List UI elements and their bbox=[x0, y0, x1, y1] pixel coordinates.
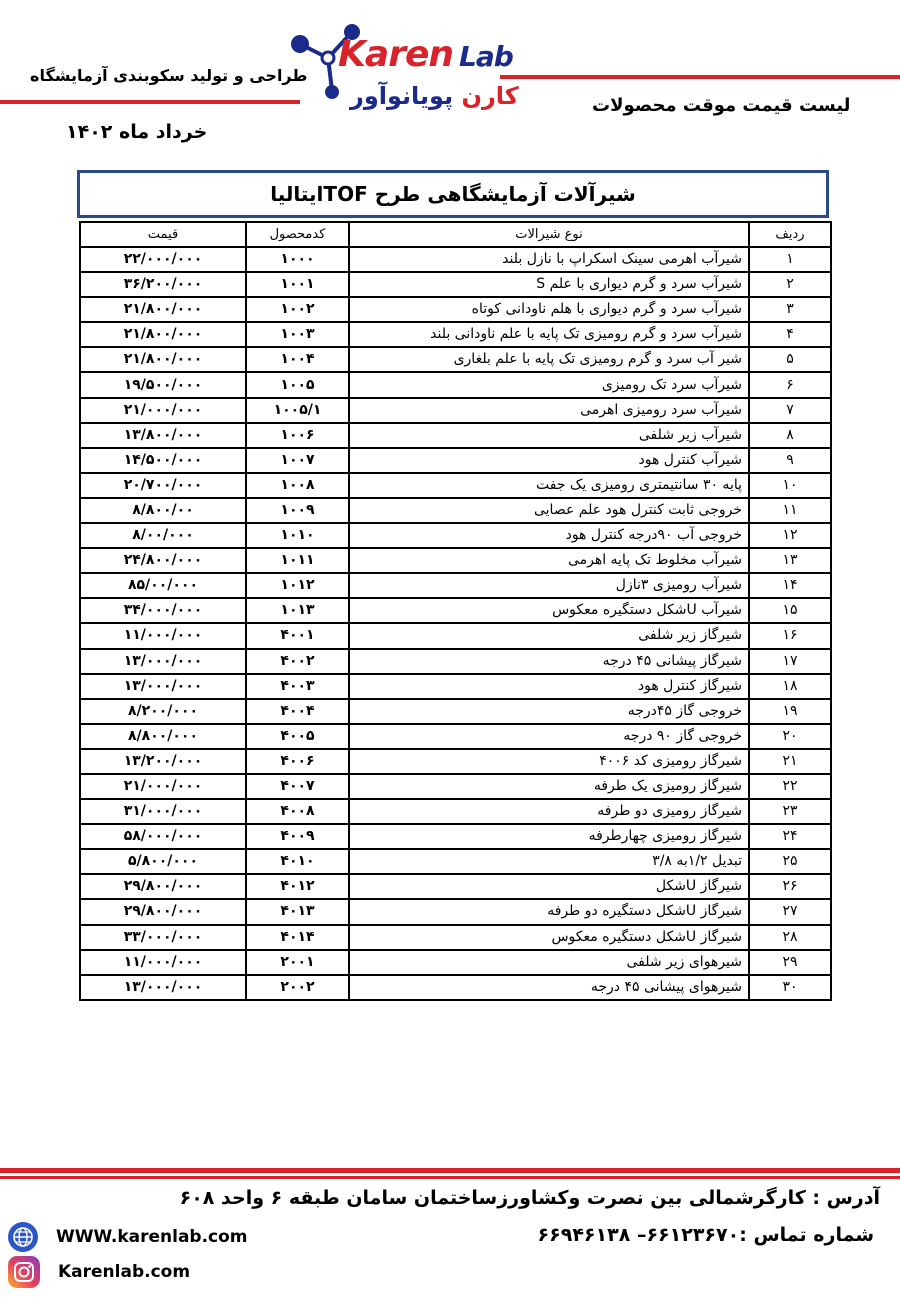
table-row bbox=[80, 724, 831, 749]
footer-red-line bbox=[0, 1168, 900, 1173]
table-title: شیرآلات آزمایشگاهی طرح TOFایتالیا bbox=[77, 170, 829, 218]
website-row[interactable] bbox=[8, 1222, 248, 1252]
cell-row-number: ۱۹ bbox=[749, 699, 831, 724]
cell-price: ۵/۸۰۰/۰۰۰ bbox=[80, 849, 246, 874]
cell-code: ۱۰۰۵ bbox=[246, 372, 349, 397]
col-header-price: قیمت bbox=[80, 222, 246, 247]
cell-row-number: ۹ bbox=[749, 448, 831, 473]
cell-row-number: ۲۴ bbox=[749, 824, 831, 849]
cell-type: شیرهوای پیشانی ۴۵ درجه bbox=[349, 975, 749, 1000]
cell-type: شیرآب کنترل هود bbox=[349, 448, 749, 473]
table-row bbox=[80, 423, 831, 448]
cell-type: شیرگاز Uشکل دستگیره دو طرفه bbox=[349, 899, 749, 924]
cell-type: شیرآب سرد تک رومیزی bbox=[349, 372, 749, 397]
cell-price: ۲۱/۸۰۰/۰۰۰ bbox=[80, 297, 246, 322]
cell-price: ۳۱/۰۰۰/۰۰۰ bbox=[80, 799, 246, 824]
cell-code: ۱۰۰۲ bbox=[246, 297, 349, 322]
cell-row-number: ۱۳ bbox=[749, 548, 831, 573]
cell-code: ۴۰۱۴ bbox=[246, 925, 349, 950]
cell-price: ۲۹/۸۰۰/۰۰۰ bbox=[80, 899, 246, 924]
col-header-type: نوع شیرالات bbox=[349, 222, 749, 247]
cell-code: ۴۰۰۶ bbox=[246, 749, 349, 774]
cell-type: شیرهوای زیر شلفی bbox=[349, 950, 749, 975]
cell-row-number: ۲۲ bbox=[749, 774, 831, 799]
table-row bbox=[80, 598, 831, 623]
price-list-title: لیست قیمت موقت محصولات bbox=[592, 95, 851, 116]
table-row bbox=[80, 649, 831, 674]
cell-type: شیرگاز Uشکل bbox=[349, 874, 749, 899]
cell-price: ۲۱/۰۰۰/۰۰۰ bbox=[80, 398, 246, 423]
cell-code: ۴۰۰۴ bbox=[246, 699, 349, 724]
website-link[interactable]: WWW.karenlab.com bbox=[56, 1227, 248, 1247]
cell-row-number: ۲۳ bbox=[749, 799, 831, 824]
cell-type: خروجی آب ۹۰درجه کنترل هود bbox=[349, 523, 749, 548]
table-row bbox=[80, 975, 831, 1000]
cell-row-number: ۳۰ bbox=[749, 975, 831, 1000]
cell-price: ۳۳/۰۰۰/۰۰۰ bbox=[80, 925, 246, 950]
cell-type: شیرآب سرد و گرم رومیزی تک پایه با علم ناودانی بلند bbox=[349, 322, 749, 347]
cell-type: شیرگاز Uشکل دستگیره معکوس bbox=[349, 925, 749, 950]
cell-type: شیرآب رومیزی ۳نازل bbox=[349, 573, 749, 598]
cell-code: ۴۰۰۷ bbox=[246, 774, 349, 799]
col-header-code: کدمحصول bbox=[246, 222, 349, 247]
cell-price: ۲۰/۷۰۰/۰۰۰ bbox=[80, 473, 246, 498]
cell-row-number: ۲۵ bbox=[749, 849, 831, 874]
table-row bbox=[80, 523, 831, 548]
cell-code: ۴۰۰۵ bbox=[246, 724, 349, 749]
cell-row-number: ۷ bbox=[749, 398, 831, 423]
cell-type: خروجی گاز ۹۰ درجه bbox=[349, 724, 749, 749]
logo-persian-karen: کارن bbox=[461, 82, 519, 110]
table-row bbox=[80, 824, 831, 849]
cell-type: شیرگاز زیر شلفی bbox=[349, 623, 749, 648]
cell-row-number: ۲۰ bbox=[749, 724, 831, 749]
company-logo bbox=[282, 20, 532, 116]
table-row bbox=[80, 548, 831, 573]
cell-row-number: ۱۱ bbox=[749, 498, 831, 523]
table-body bbox=[80, 247, 831, 1000]
table-row bbox=[80, 473, 831, 498]
cell-code: ۲۰۰۱ bbox=[246, 950, 349, 975]
cell-code: ۱۰۰۴ bbox=[246, 347, 349, 372]
cell-code: ۴۰۱۰ bbox=[246, 849, 349, 874]
cell-row-number: ۱۰ bbox=[749, 473, 831, 498]
cell-row-number: ۲۹ bbox=[749, 950, 831, 975]
table-row bbox=[80, 799, 831, 824]
instagram-row[interactable] bbox=[8, 1256, 190, 1288]
cell-type: شیرآب سرد و گرم دیواری با علم S bbox=[349, 272, 749, 297]
cell-row-number: ۲۱ bbox=[749, 749, 831, 774]
cell-row-number: ۶ bbox=[749, 372, 831, 397]
cell-code: ۴۰۱۲ bbox=[246, 874, 349, 899]
price-table bbox=[79, 221, 832, 1001]
table-row bbox=[80, 573, 831, 598]
logo-persian-pouya: پویانوآور bbox=[350, 82, 454, 110]
cell-code: ۱۰۰۳ bbox=[246, 322, 349, 347]
cell-row-number: ۲۸ bbox=[749, 925, 831, 950]
cell-code: ۱۰۱۲ bbox=[246, 573, 349, 598]
cell-code: ۴۰۰۲ bbox=[246, 649, 349, 674]
cell-price: ۳۴/۰۰۰/۰۰۰ bbox=[80, 598, 246, 623]
cell-type: شیرآب Uشکل دستگیره معکوس bbox=[349, 598, 749, 623]
table-row bbox=[80, 849, 831, 874]
cell-price: ۵۸/۰۰۰/۰۰۰ bbox=[80, 824, 246, 849]
cell-type: شیرگاز رومیزی کد ۴۰۰۶ bbox=[349, 749, 749, 774]
cell-price: ۱۳/۰۰۰/۰۰۰ bbox=[80, 649, 246, 674]
cell-code: ۲۰۰۲ bbox=[246, 975, 349, 1000]
cell-type: تبدیل ۱/۲به ۳/۸ bbox=[349, 849, 749, 874]
cell-row-number: ۲ bbox=[749, 272, 831, 297]
cell-code: ۱۰۰۵/۱ bbox=[246, 398, 349, 423]
company-tagline: طراحی و تولید سکوبندی آزمایشگاه bbox=[30, 66, 308, 85]
cell-price: ۸۵/۰۰/۰۰۰ bbox=[80, 573, 246, 598]
cell-price: ۱۹/۵۰۰/۰۰۰ bbox=[80, 372, 246, 397]
table-row bbox=[80, 272, 831, 297]
cell-price: ۱۳/۲۰۰/۰۰۰ bbox=[80, 749, 246, 774]
cell-price: ۱۳/۸۰۰/۰۰۰ bbox=[80, 423, 246, 448]
table-row bbox=[80, 699, 831, 724]
header-red-line-right bbox=[500, 75, 900, 79]
table-row bbox=[80, 623, 831, 648]
table-row bbox=[80, 925, 831, 950]
cell-type: پایه ۳۰ سانتیمتری رومیزی یک جفت bbox=[349, 473, 749, 498]
footer-red-line-thin bbox=[0, 1176, 900, 1179]
cell-code: ۴۰۱۳ bbox=[246, 899, 349, 924]
cell-type: شیرآب سرد و گرم دیواری با هلم ناودانی کوتاه bbox=[349, 297, 749, 322]
cell-price: ۸/۸۰۰/۰۰ bbox=[80, 498, 246, 523]
cell-row-number: ۱۶ bbox=[749, 623, 831, 648]
cell-price: ۲۱/۸۰۰/۰۰۰ bbox=[80, 347, 246, 372]
cell-row-number: ۳ bbox=[749, 297, 831, 322]
cell-price: ۱۱/۰۰۰/۰۰۰ bbox=[80, 623, 246, 648]
table-row bbox=[80, 899, 831, 924]
table-row bbox=[80, 749, 831, 774]
cell-row-number: ۱ bbox=[749, 247, 831, 272]
cell-type: شیرگاز رومیزی یک طرفه bbox=[349, 774, 749, 799]
cell-price: ۸/۲۰۰/۰۰۰ bbox=[80, 699, 246, 724]
table-row bbox=[80, 322, 831, 347]
table-row bbox=[80, 774, 831, 799]
cell-price: ۸/۸۰۰/۰۰۰ bbox=[80, 724, 246, 749]
cell-code: ۱۰۰۰ bbox=[246, 247, 349, 272]
table-row bbox=[80, 448, 831, 473]
cell-row-number: ۱۵ bbox=[749, 598, 831, 623]
cell-type: شیر آب سرد و گرم رومیزی تک پایه با علم بلغاری bbox=[349, 347, 749, 372]
table-row bbox=[80, 247, 831, 272]
cell-type: شیرآب اهرمی سینک اسکراپ با نازل بلند bbox=[349, 247, 749, 272]
cell-row-number: ۱۸ bbox=[749, 674, 831, 699]
cell-price: ۳۶/۲۰۰/۰۰۰ bbox=[80, 272, 246, 297]
cell-price: ۲۱/۸۰۰/۰۰۰ bbox=[80, 322, 246, 347]
company-address: آدرس : کارگرشمالی بین نصرت وکشاورزساختمان سامان طبقه ۶ واحد ۶۰۸ bbox=[179, 1187, 880, 1209]
table-row bbox=[80, 874, 831, 899]
table-row bbox=[80, 297, 831, 322]
cell-code: ۴۰۰۸ bbox=[246, 799, 349, 824]
cell-code: ۱۰۱۳ bbox=[246, 598, 349, 623]
cell-price: ۸/۰۰/۰۰۰ bbox=[80, 523, 246, 548]
cell-price: ۱۴/۵۰۰/۰۰۰ bbox=[80, 448, 246, 473]
table-row bbox=[80, 347, 831, 372]
cell-type: شیرآب مخلوط تک پایه اهرمی bbox=[349, 548, 749, 573]
cell-code: ۱۰۱۱ bbox=[246, 548, 349, 573]
logo-latin-text bbox=[338, 34, 513, 75]
cell-row-number: ۵ bbox=[749, 347, 831, 372]
cell-code: ۴۰۰۹ bbox=[246, 824, 349, 849]
cell-code: ۱۰۰۱ bbox=[246, 272, 349, 297]
logo-persian-text bbox=[350, 82, 519, 110]
cell-price: ۱۱/۰۰۰/۰۰۰ bbox=[80, 950, 246, 975]
table-row bbox=[80, 674, 831, 699]
cell-row-number: ۲۶ bbox=[749, 874, 831, 899]
cell-row-number: ۴ bbox=[749, 322, 831, 347]
cell-price: ۲۴/۸۰۰/۰۰۰ bbox=[80, 548, 246, 573]
cell-code: ۴۰۰۳ bbox=[246, 674, 349, 699]
cell-price: ۱۳/۰۰۰/۰۰۰ bbox=[80, 975, 246, 1000]
cell-price: ۲۲/۰۰۰/۰۰۰ bbox=[80, 247, 246, 272]
cell-price: ۱۳/۰۰۰/۰۰۰ bbox=[80, 674, 246, 699]
company-phone: شماره تماس :۶۶۱۲۳۶۷۰– ۶۶۹۴۶۱۳۸ bbox=[537, 1224, 874, 1246]
cell-price: ۲۹/۸۰۰/۰۰۰ bbox=[80, 874, 246, 899]
table-header-row bbox=[80, 222, 831, 247]
cell-code: ۱۰۰۶ bbox=[246, 423, 349, 448]
cell-code: ۱۰۱۰ bbox=[246, 523, 349, 548]
cell-code: ۱۰۰۸ bbox=[246, 473, 349, 498]
cell-type: شیرآب زیر شلفی bbox=[349, 423, 749, 448]
logo-lab: Lab bbox=[459, 40, 513, 73]
cell-type: خروجی ثابت کنترل هود علم عصایی bbox=[349, 498, 749, 523]
cell-type: خروجی گاز ۴۵درجه bbox=[349, 699, 749, 724]
cell-row-number: ۲۷ bbox=[749, 899, 831, 924]
cell-code: ۱۰۰۷ bbox=[246, 448, 349, 473]
header-red-line-left bbox=[0, 100, 300, 104]
cell-type: شیرگاز کنترل هود bbox=[349, 674, 749, 699]
globe-icon bbox=[8, 1222, 38, 1252]
cell-row-number: ۱۴ bbox=[749, 573, 831, 598]
cell-type: شیرگاز رومیزی چهارطرفه bbox=[349, 824, 749, 849]
cell-code: ۱۰۰۹ bbox=[246, 498, 349, 523]
cell-code: ۴۰۰۱ bbox=[246, 623, 349, 648]
cell-price: ۲۱/۰۰۰/۰۰۰ bbox=[80, 774, 246, 799]
cell-type: شیرگاز پیشانی ۴۵ درجه bbox=[349, 649, 749, 674]
instagram-icon bbox=[8, 1256, 40, 1288]
instagram-link[interactable]: Karenlab.com bbox=[58, 1262, 191, 1282]
table-row bbox=[80, 498, 831, 523]
table-row bbox=[80, 950, 831, 975]
table-row bbox=[80, 372, 831, 397]
cell-type: شیرآب سرد رومیزی اهرمی bbox=[349, 398, 749, 423]
cell-row-number: ۱۷ bbox=[749, 649, 831, 674]
cell-row-number: ۸ bbox=[749, 423, 831, 448]
logo-karen: Karen bbox=[338, 34, 453, 75]
table-row bbox=[80, 398, 831, 423]
cell-row-number: ۱۲ bbox=[749, 523, 831, 548]
price-list-date: خرداد ماه ۱۴۰۲ bbox=[66, 121, 208, 143]
cell-type: شیرگاز رومیزی دو طرفه bbox=[349, 799, 749, 824]
col-header-row: ردیف bbox=[749, 222, 831, 247]
